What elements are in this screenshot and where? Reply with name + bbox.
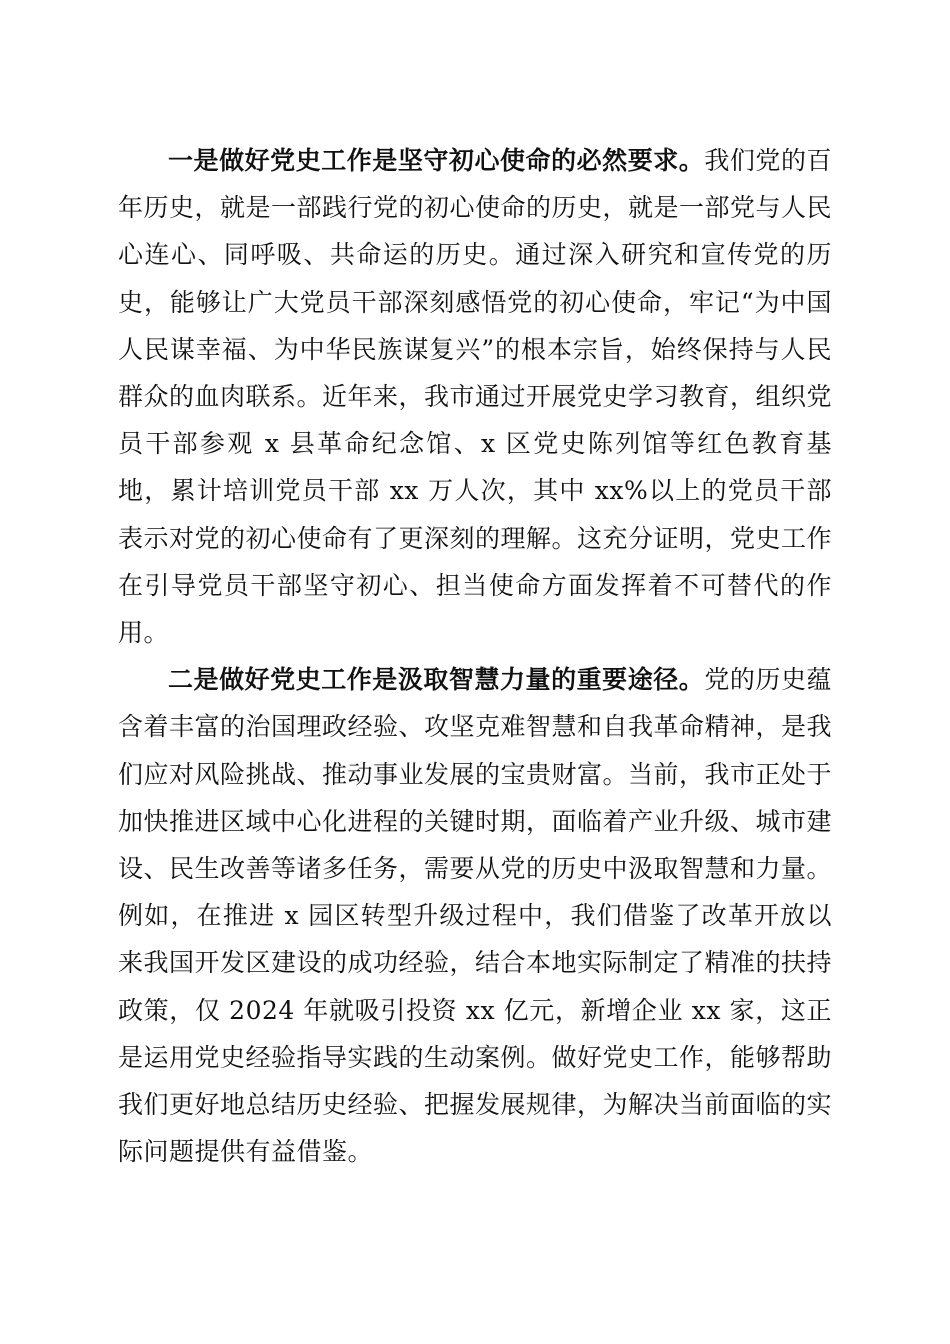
paragraph-first bbox=[118, 137, 832, 656]
paragraph-second-body: 党的历史蕴含着丰富的治国理政经验、攻坚克难智慧和自我革命精神，是我们应对风险挑战、推动事业发展的宝贵财富。当前，我市正处于加快推进区域中心化进程的关键时期，面临着产业升级、城市建设、民生改善等诸多任务，需要从党的历史中汲取智慧和力量。例如，在推进 x 园区转型升级过程中，我们借鉴了改革开放以来我国开发区建设的成功经验，结合本地实际制定了精准的扶持政策，仅 2024 年就吸引投资 xx 亿元，新增企业 xx 家，这正是运用党史经验指导实践的生动案例。做好党史工作，能够帮助我们更好地总结历史经验、把握发展规律，为解决当前面临的实际问题提供有益借鉴。 bbox=[118, 665, 833, 1167]
paragraph-second-lead: 二是做好党史工作是汲取智慧力量的重要途径。 bbox=[168, 665, 705, 695]
paragraph-second bbox=[118, 656, 832, 1175]
paragraph-first-body: 我们党的百年历史，就是一部践行党的初心使命的历史，就是一部党与人民心连心、同呼吸、共命运的历史。通过深入研究和宣传党的历史，能够让广大党员干部深刻感悟党的初心使命，牢记“为中国人民谋幸福、为中华民族谋复兴”的根本宗旨，始终保持与人民群众的血肉联系。近年来，我市通过开展党史学习教育，组织党员干部参观 x 县革命纪念馆、x 区党史陈列馆等红色教育基地，累计培训党员干部 xx 万人次，其中 xx%以上的党员干部表示对党的初心使命有了更深刻的理解。这充分证明，党史工作在引导党员干部坚守初心、担当使命方面发挥着不可替代的作用。 bbox=[118, 146, 833, 648]
document-body bbox=[118, 137, 832, 1175]
paragraph-first-lead: 一是做好党史工作是坚守初心使命的必然要求。 bbox=[168, 146, 705, 175]
